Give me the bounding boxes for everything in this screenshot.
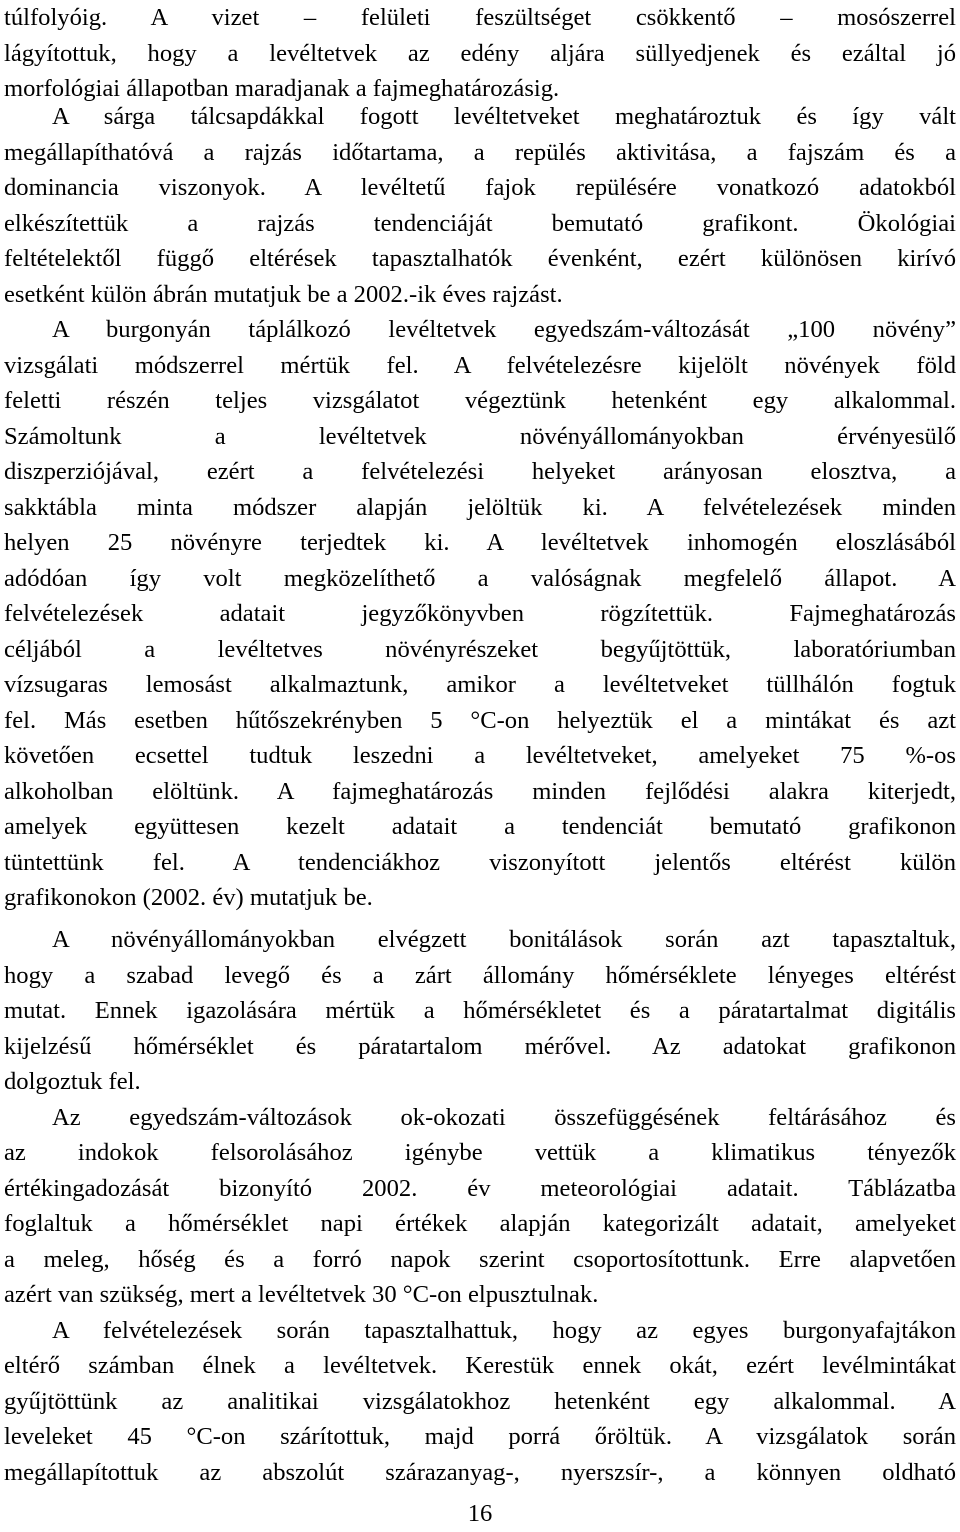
text-line: megállapíthatóvá a rajzás időtartama, a repülés aktivitása, a fajszám és a [4, 138, 956, 166]
text-line: Számoltunk a levéltetvek növényállományokban érvényesülő [4, 422, 956, 450]
text-line: tüntettünk fel. A tendenciákhoz viszonyított jelentős eltérést külön [4, 848, 956, 876]
text-line: hogy a szabad levegő és a zárt állomány hőmérséklete lényeges eltérést [4, 961, 956, 989]
text-line: A felvételezések során tapasztalhattuk, hogy az egyes burgonyafajtákon [52, 1316, 956, 1344]
text-line: a meleg, hőség és a forró napok szerint csoportosítottunk. Erre alapvetően [4, 1245, 956, 1273]
text-line: diszperziójával, ezért a felvételezési helyeket arányosan elosztva, a [4, 458, 956, 485]
text-line: A sárga tálcsapdákkal fogott levéltetveket meghatároztuk és így vált [52, 103, 956, 130]
text-line: kijelzésű hőmérséklet és páratartalom mérővel. Az adatokat grafikonon [4, 1032, 956, 1060]
text-line: esetként külön ábrán mutatjuk be a 2002.-ik éves rajzást. [4, 280, 563, 308]
text-line: sakktábla minta módszer alapján jelöltük ki. A felvételezések minden [4, 493, 956, 521]
text-line: fel. Más esetben hűtőszekrényben 5 °C-on helyeztük el a mintákat és azt [4, 706, 956, 734]
text-line: azért van szükség, mert a levéltetvek 30 °C-on elpusztulnak. [4, 1281, 599, 1308]
text-line: eltérő számban élnek a levéltetvek. Kerestük ennek okát, ezért levélmintákat [4, 1352, 956, 1379]
text-line: foglaltuk a hőmérséklet napi értékek alapján kategorizált adatait, amelyeket [4, 1210, 956, 1237]
text-line: gyűjtöttünk az analitikai vizsgálatokhoz hetenként egy alkalommal. A [4, 1387, 956, 1415]
text-line: helyen 25 növényre terjedtek ki. A levéltetvek inhomogén eloszlásából [4, 529, 956, 556]
text-line: feletti részén teljes vizsgálatot végeztünk hetenként egy alkalommal. [4, 387, 956, 414]
text-line: mutat. Ennek igazolására mértük a hőmérsékletet és a páratartalmat digitális [4, 997, 956, 1024]
text-line: lágyítottuk, hogy a levéltetvek az edény aljára süllyedjenek és ezáltal jó [4, 39, 956, 67]
text-line: követően ecsettel tudtuk leszedni a levéltetveket, amelyeket 75 %-os [4, 742, 956, 769]
text-line: adódóan így volt megközelíthető a valóságnak megfelelő állapot. A [4, 564, 956, 592]
text-line: leveleket 45 °C-on szárítottuk, majd porrá őröltük. A vizsgálatok során [4, 1423, 956, 1450]
text-line: elkészítettük a rajzás tendenciáját bemutató grafikont. Ökológiai [4, 209, 956, 237]
text-line: dolgoztuk fel. [4, 1068, 141, 1095]
text-line: megállapítottuk az abszolút szárazanyag-, nyerszsír-, a könnyen oldható [4, 1458, 956, 1486]
text-line: túlfolyóig. A vizet – felületi feszültséget csökkentő – mosószerrel [4, 4, 956, 31]
text-line: Az egyedszám-változások ok-okozati összefüggésének feltárásához és [52, 1103, 956, 1131]
text-line: céljából a levéltetves növényrészeket begyűjtöttük, laboratóriumban [4, 635, 956, 663]
text-line: A burgonyán táplálkozó levéltetvek egyedszám-változását „100 növény” [52, 316, 956, 343]
text-line: grafikonokon (2002. év) mutatjuk be. [4, 884, 373, 911]
text-line: az indokok felsorolásához igénybe vettük a klimatikus tényezők [4, 1139, 956, 1166]
text-line: vízsugaras lemosást alkalmaztunk, amikor a levéltetveket tüllhálón fogtuk [4, 671, 956, 698]
text-line: morfológiai állapotban maradjanak a fajmeghatározásig. [4, 75, 560, 102]
text-line: felvételezések adatait jegyzőkönyvben rögzítettük. Fajmeghatározás [4, 600, 956, 627]
text-line: A növényállományokban elvégzett bonitálások során azt tapasztaltuk, [52, 926, 956, 953]
text-line: amelyek együttesen kezelt adatait a tendenciát bemutató grafikonon [4, 813, 956, 840]
text-line: dominancia viszonyok. A levéltetű fajok repülésére vonatkozó adatokból [4, 174, 956, 201]
text-line: értékingadozását bizonyító 2002. év meteorológiai adatait. Táblázatba [4, 1174, 956, 1202]
text-line: feltételektől függő eltérések tapasztalhatók évenként, ezért különösen kirívó [4, 245, 956, 272]
page-number: 16 [467, 1500, 493, 1527]
text-line: alkoholban elöltünk. A fajmeghatározás minden fejlődési alakra kiterjedt, [4, 777, 956, 805]
text-line: vizsgálati módszerrel mértük fel. A felvételezésre kijelölt növények föld [4, 351, 956, 379]
